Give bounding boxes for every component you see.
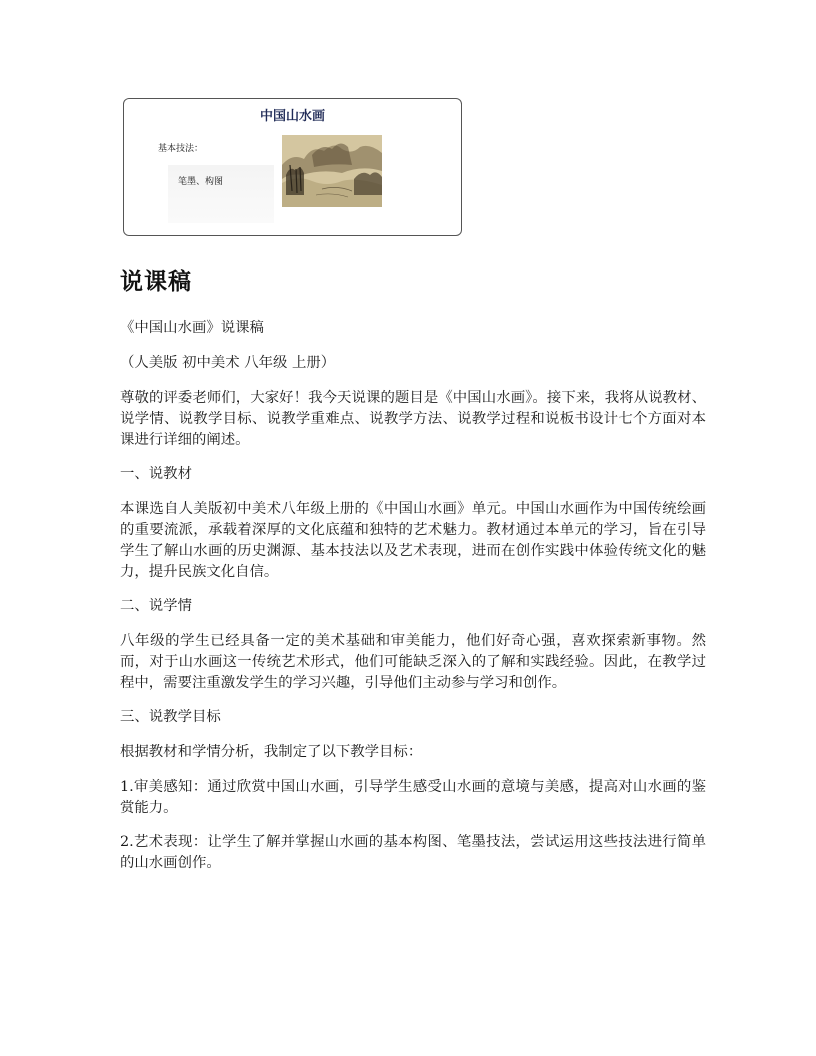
slide-technique-items: 笔墨、构图 [178, 177, 224, 187]
section-heading-textbook: 一、说教材 [120, 466, 192, 482]
edition-note: （人美版 初中美术 八年级 上册） [120, 355, 336, 371]
document-body [120, 318, 706, 887]
slide-title: 中国山水画 [259, 109, 325, 124]
section-heading-students: 二、说学情 [120, 598, 192, 614]
lesson-heading: 《中国山水画》说课稿 [120, 320, 264, 336]
goal-item-1: 1.审美感知：通过欣赏中国山水画，引导学生感受山水画的意境与美感，提高对山水画的鉴赏能力。 [120, 779, 706, 816]
intro-paragraph: 尊敬的评委老师们，大家好！我今天说课的题目是《中国山水画》。接下来，我将从说教材、说学情、说教学目标、说教学重难点、说教学方法、说教学过程和说板书设计七个方面对本课进行详细的阐述。 [120, 390, 706, 448]
goals-intro: 根据教材和学情分析，我制定了以下教学目标： [120, 744, 423, 760]
students-paragraph: 八年级的学生已经具备一定的美术基础和审美能力，他们好奇心强，喜欢探索新事物。然而，对于山水画这一传统艺术形式，他们可能缺乏深入的了解和实践经验。因此，在教学过程中，需要注重激发学生的学习兴趣，引导他们主动参与学习和创作。 [120, 633, 706, 691]
landscape-painting-image [282, 135, 382, 207]
slide-technique-label: 基本技法： [158, 144, 204, 154]
slide-thumbnail [123, 98, 462, 236]
goal-item-2: 2.艺术表现：让学生了解并掌握山水画的基本构图、笔墨技法，尝试运用这些技法进行简单的山水画创作。 [120, 834, 706, 871]
document-title: 说课稿 [120, 269, 192, 295]
textbook-paragraph: 本课选自人美版初中美术八年级上册的《中国山水画》单元。中国山水画作为中国传统绘画的重要流派，承载着深厚的文化底蕴和独特的艺术魅力。教材通过本单元的学习，旨在引导学生了解山水画的历史渊源、基本技法以及艺术表现，进而在创作实践中体验传统文化的魅力，提升民族文化自信。 [120, 501, 706, 580]
section-heading-goals: 三、说教学目标 [120, 709, 221, 725]
